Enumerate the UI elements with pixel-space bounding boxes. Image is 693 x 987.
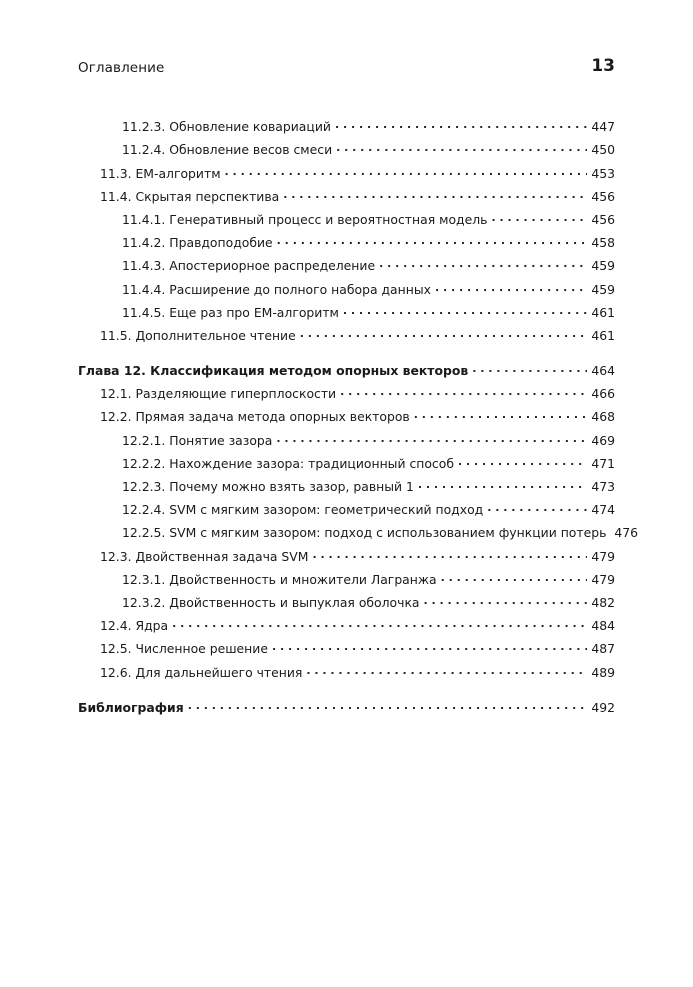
- toc-chapter-entry[interactable]: [78, 356, 615, 379]
- toc-entry[interactable]: [78, 205, 615, 228]
- toc-entry-label: 12.3. Двойственная задача SVM: [100, 548, 309, 564]
- toc-entry-label: 11.5. Дополнительное чтение: [100, 327, 296, 343]
- toc-entry-label: Глава 12. Классификация методом опорных векторов: [78, 363, 469, 379]
- toc-entry[interactable]: [78, 472, 615, 495]
- toc-entry[interactable]: [78, 449, 615, 472]
- toc-entry-label: 12.6. Для дальнейшего чтения: [100, 664, 303, 680]
- toc-entry-label: Библиография: [78, 699, 184, 715]
- toc-entry-page: 458: [591, 235, 615, 251]
- toc-entry[interactable]: [78, 321, 615, 344]
- toc-entry[interactable]: [78, 425, 615, 448]
- toc-entry-label: 12.5. Численное решение: [100, 641, 268, 657]
- toc-entry-label: 12.2.3. Почему можно взять зазор, равный 1: [122, 479, 414, 494]
- toc-entry-label: 12.2.1. Понятие зазора: [122, 432, 273, 448]
- dot-leader: [225, 164, 588, 180]
- toc-entry-page: 464: [591, 363, 615, 379]
- toc-entry-page: 469: [591, 432, 615, 448]
- toc-entry-page: 474: [591, 502, 615, 518]
- toc-entry-label: 12.2.2. Нахождение зазора: традиционный способ: [122, 455, 454, 471]
- dot-leader: [336, 140, 587, 156]
- toc-entry-label: 11.4.1. Генеративный процесс и вероятностная модель: [122, 211, 488, 227]
- toc-entry-label: 12.4. Ядра: [100, 618, 169, 634]
- toc-entry-page: 461: [591, 304, 615, 320]
- page-header: [78, 56, 615, 80]
- toc-entry-label: 12.3.1. Двойственность и множители Лагранжа: [122, 571, 437, 587]
- running-title: Оглавление: [78, 60, 165, 76]
- toc-entry-page: 479: [591, 548, 615, 564]
- toc-entry-page: 453: [591, 165, 615, 181]
- toc-entry-page: 461: [591, 327, 615, 343]
- toc-entry[interactable]: [78, 251, 615, 274]
- toc-entry[interactable]: [78, 495, 615, 518]
- toc-entry[interactable]: [78, 402, 615, 425]
- dot-leader: [472, 361, 587, 377]
- dot-leader: [172, 616, 587, 632]
- toc-entry-page: 473: [591, 479, 615, 494]
- toc-entry-label: 11.4.2. Правдоподобие: [122, 235, 273, 251]
- toc-entry-label: 11.4. Скрытая перспектива: [100, 188, 280, 204]
- toc-entry[interactable]: [78, 112, 615, 135]
- toc-entry-page: 466: [591, 386, 615, 402]
- dot-leader: [379, 256, 587, 272]
- toc-entry-label: 11.2.4. Обновление весов смеси: [122, 142, 333, 158]
- toc-entry-page: 450: [591, 142, 615, 158]
- toc-entry[interactable]: [78, 379, 615, 402]
- toc-entry[interactable]: [78, 274, 615, 297]
- toc-entry-page: 492: [591, 699, 615, 715]
- toc-entry-page: 471: [591, 455, 615, 471]
- toc-bibliography-entry[interactable]: [78, 693, 615, 716]
- toc-entry-label: 12.2.4. SVM с мягким зазором: геометрический подход: [122, 502, 484, 518]
- toc-entry-page: 487: [591, 641, 615, 657]
- toc-entry-label: 11.2.3. Обновление ковариаций: [122, 119, 331, 135]
- toc-entry-page: 447: [591, 119, 615, 135]
- dot-leader: [306, 663, 587, 679]
- dot-leader: [335, 117, 587, 133]
- toc-entry-label: 11.4.5. Еще раз про ЕМ-алгоритм: [122, 304, 339, 320]
- toc-entry[interactable]: [78, 657, 615, 680]
- dot-leader: [312, 547, 587, 563]
- dot-leader: [491, 210, 587, 226]
- toc-entry-label: 11.4.4. Расширение до полного набора данных: [122, 281, 431, 297]
- dot-leader: [343, 303, 587, 319]
- dot-leader: [188, 698, 588, 714]
- page-number: 13: [591, 56, 615, 76]
- toc-entry-page: 484: [591, 618, 615, 634]
- dot-leader: [458, 454, 587, 470]
- toc-entry-label: 12.3.2. Двойственность и выпуклая оболочка: [122, 594, 420, 610]
- toc-entry-label: 12.2. Прямая задача метода опорных векторов: [100, 409, 410, 425]
- toc-entry-page: 459: [591, 281, 615, 297]
- dot-leader: [435, 280, 587, 296]
- toc-entry-label: 12.1. Разделяющие гиперплоскости: [100, 386, 337, 402]
- dot-leader: [487, 500, 587, 516]
- toc-entry-label: 12.2.5. SVM с мягким зазором: подход с использованием функции потерь: [122, 525, 607, 541]
- toc-entry[interactable]: [78, 588, 615, 611]
- toc-entry-page: 479: [591, 571, 615, 587]
- toc-entry[interactable]: [78, 298, 615, 321]
- table-of-contents: [78, 112, 639, 716]
- toc-entry[interactable]: [78, 565, 615, 588]
- toc-entry-label: 11.4.3. Апостериорное распределение: [122, 258, 376, 274]
- toc-entry-page: 459: [591, 258, 615, 274]
- dot-leader: [272, 639, 587, 655]
- toc-entry[interactable]: [78, 634, 615, 657]
- toc-entry[interactable]: [78, 518, 639, 541]
- toc-entry-page: 476: [614, 525, 639, 541]
- dot-leader: [424, 593, 588, 609]
- dot-leader: [283, 187, 587, 203]
- toc-entry-page: 482: [591, 594, 615, 610]
- toc-entry-label: 11.3. ЕМ-алгоритм: [100, 165, 221, 181]
- dot-leader: [276, 431, 587, 447]
- toc-entry-page: 456: [591, 188, 615, 204]
- dot-leader: [441, 570, 588, 586]
- toc-entry[interactable]: [78, 182, 615, 205]
- toc-entry[interactable]: [78, 158, 615, 181]
- toc-entry-page: 456: [591, 211, 615, 227]
- dot-leader: [340, 384, 587, 400]
- toc-entry[interactable]: [78, 611, 615, 634]
- dot-leader: [300, 326, 588, 342]
- dot-leader: [277, 233, 588, 249]
- toc-entry[interactable]: [78, 228, 615, 251]
- toc-entry[interactable]: [78, 541, 615, 564]
- toc-entry-page: 468: [591, 409, 615, 425]
- toc-entry[interactable]: [78, 135, 615, 158]
- dot-leader: [418, 477, 587, 493]
- dot-leader: [414, 407, 588, 423]
- toc-entry-page: 489: [591, 664, 615, 680]
